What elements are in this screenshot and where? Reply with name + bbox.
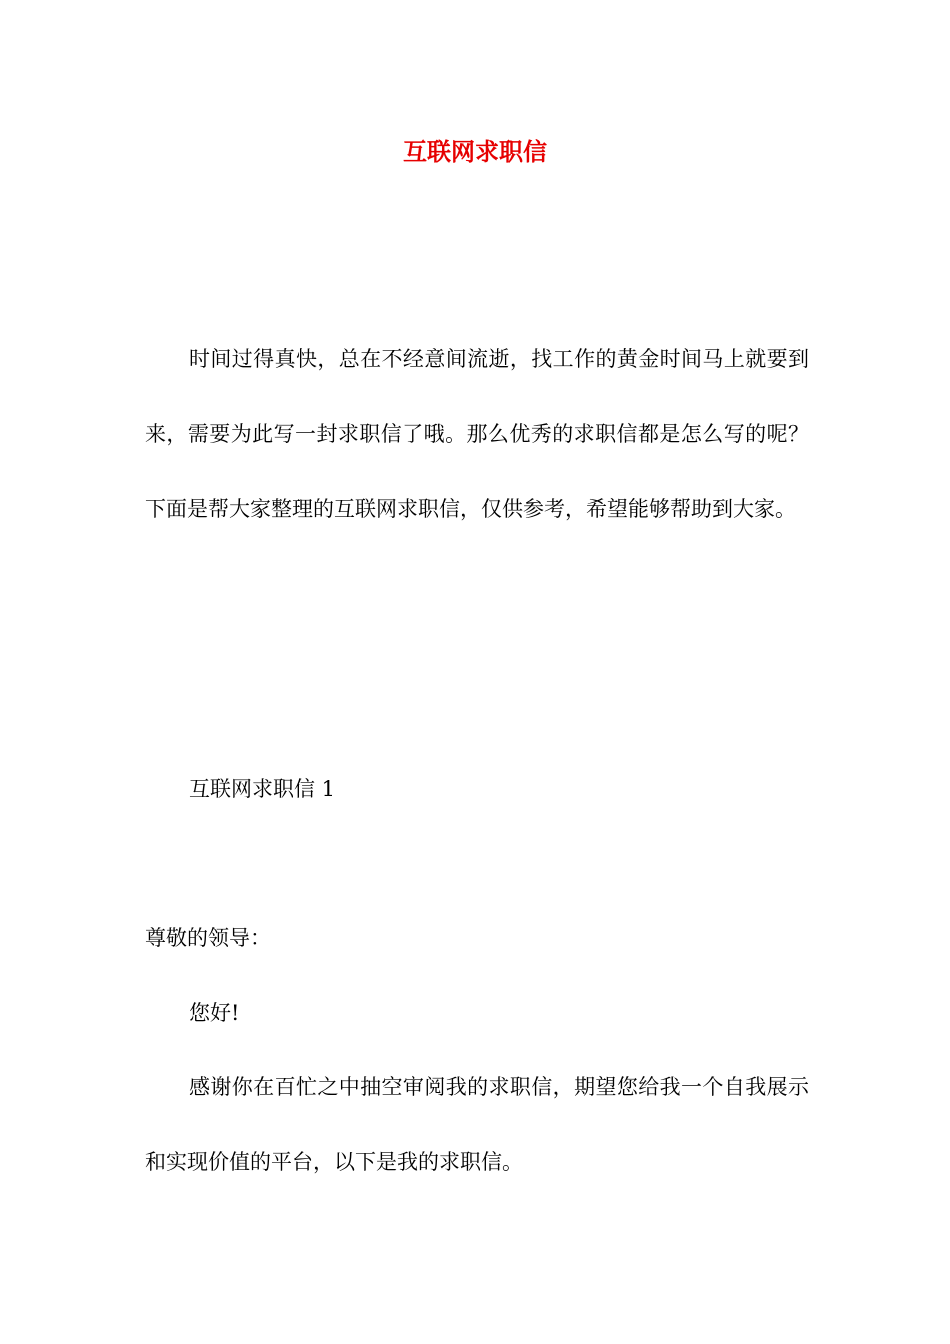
letter-greeting: 您好!: [189, 1001, 240, 1025]
letter-subheading: 互联网求职信 1: [189, 777, 336, 801]
letter-body-paragraph: 感谢你在百忙之中抽空审阅我的求职信，期望您给我一个自我展示和实现价值的平台，以下是我的求职信。: [145, 1075, 809, 1174]
letter-salutation: 尊敬的领导：: [145, 926, 271, 950]
intro-paragraph: 时间过得真快，总在不经意间流逝，找工作的黄金时间马上就要到来，需要为此写一封求职信了哦。那么优秀的求职信都是怎么写的呢？下面是帮大家整理的互联网求职信，仅供参考，希望能够帮助到大家。: [145, 347, 809, 521]
document-title: 互联网求职信: [403, 137, 547, 166]
